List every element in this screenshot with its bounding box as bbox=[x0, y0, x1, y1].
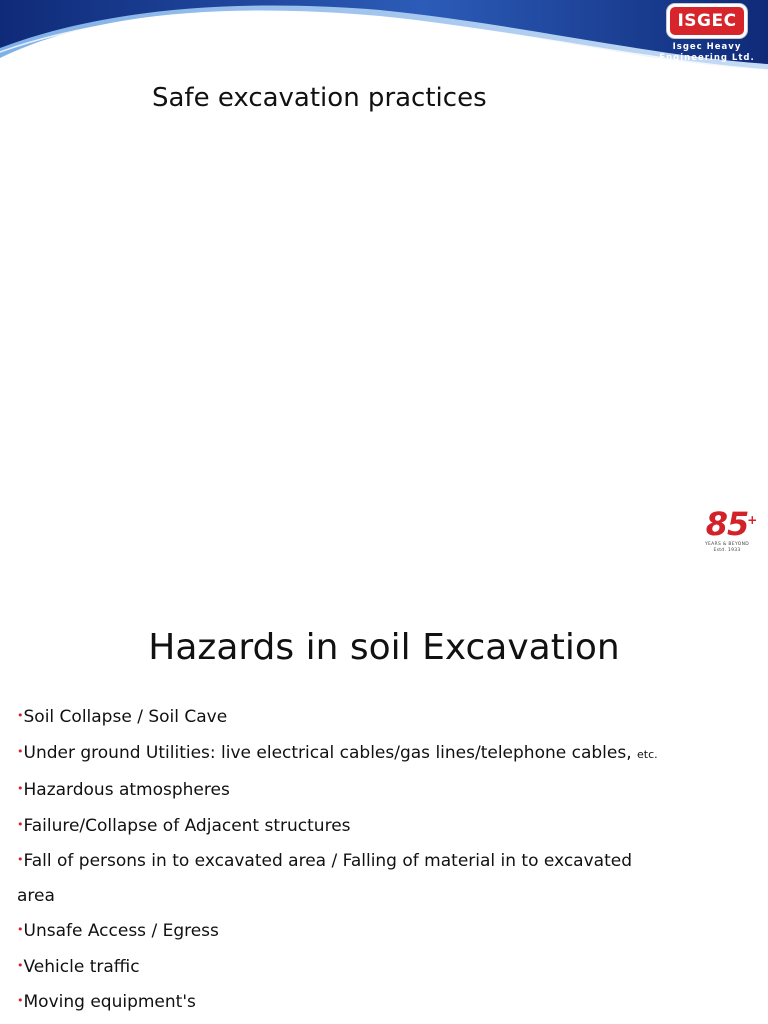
anniversary-tagline: YEARS & BEYOND bbox=[704, 542, 750, 547]
slide-title: Hazards in soil Excavation bbox=[148, 627, 620, 668]
bullet-icon: • bbox=[17, 709, 24, 722]
bullet-icon: • bbox=[17, 994, 24, 1007]
hazard-list bbox=[17, 699, 757, 1020]
bullet-icon: • bbox=[17, 853, 24, 866]
logo-badge: ISGEC bbox=[667, 4, 747, 38]
list-item: •Unsafe Access / Egress bbox=[17, 921, 219, 941]
bullet-icon: • bbox=[17, 744, 24, 758]
hazards-slide bbox=[0, 600, 768, 1024]
slide-title: Safe excavation practices bbox=[152, 83, 487, 113]
anniversary-established: Estd. 1933 bbox=[713, 548, 741, 553]
anniversary-plus: + bbox=[747, 513, 757, 527]
list-item: •Under ground Utilities: live electrical cables/gas lines/telephone cables, etc. bbox=[17, 742, 658, 763]
list-item: •Moving equipment's bbox=[17, 992, 196, 1012]
logo-subtitle-line2: Engineering Ltd. bbox=[659, 53, 755, 63]
list-item: •Failure/Collapse of Adjacent structures bbox=[17, 815, 351, 836]
bullet-icon: • bbox=[17, 923, 24, 936]
bullet-icon: • bbox=[17, 958, 24, 972]
anniversary-logo bbox=[696, 506, 758, 554]
logo-subtitle-line1: Isgec Heavy bbox=[672, 42, 742, 52]
list-item: •Hazardous atmospheres bbox=[17, 780, 230, 800]
bullet-icon: • bbox=[17, 817, 24, 831]
list-item: •Fall of persons in to excavated area / Falling of material in to excavated bbox=[17, 851, 632, 871]
bullet-icon: • bbox=[17, 782, 24, 795]
list-item: •Soil Collapse / Soil Cave bbox=[17, 707, 228, 727]
isgec-logo bbox=[652, 4, 762, 70]
list-item: •Vehicle traffic bbox=[17, 956, 140, 977]
anniversary-number: 85 + bbox=[706, 506, 749, 542]
list-item-continuation: area bbox=[17, 885, 55, 906]
